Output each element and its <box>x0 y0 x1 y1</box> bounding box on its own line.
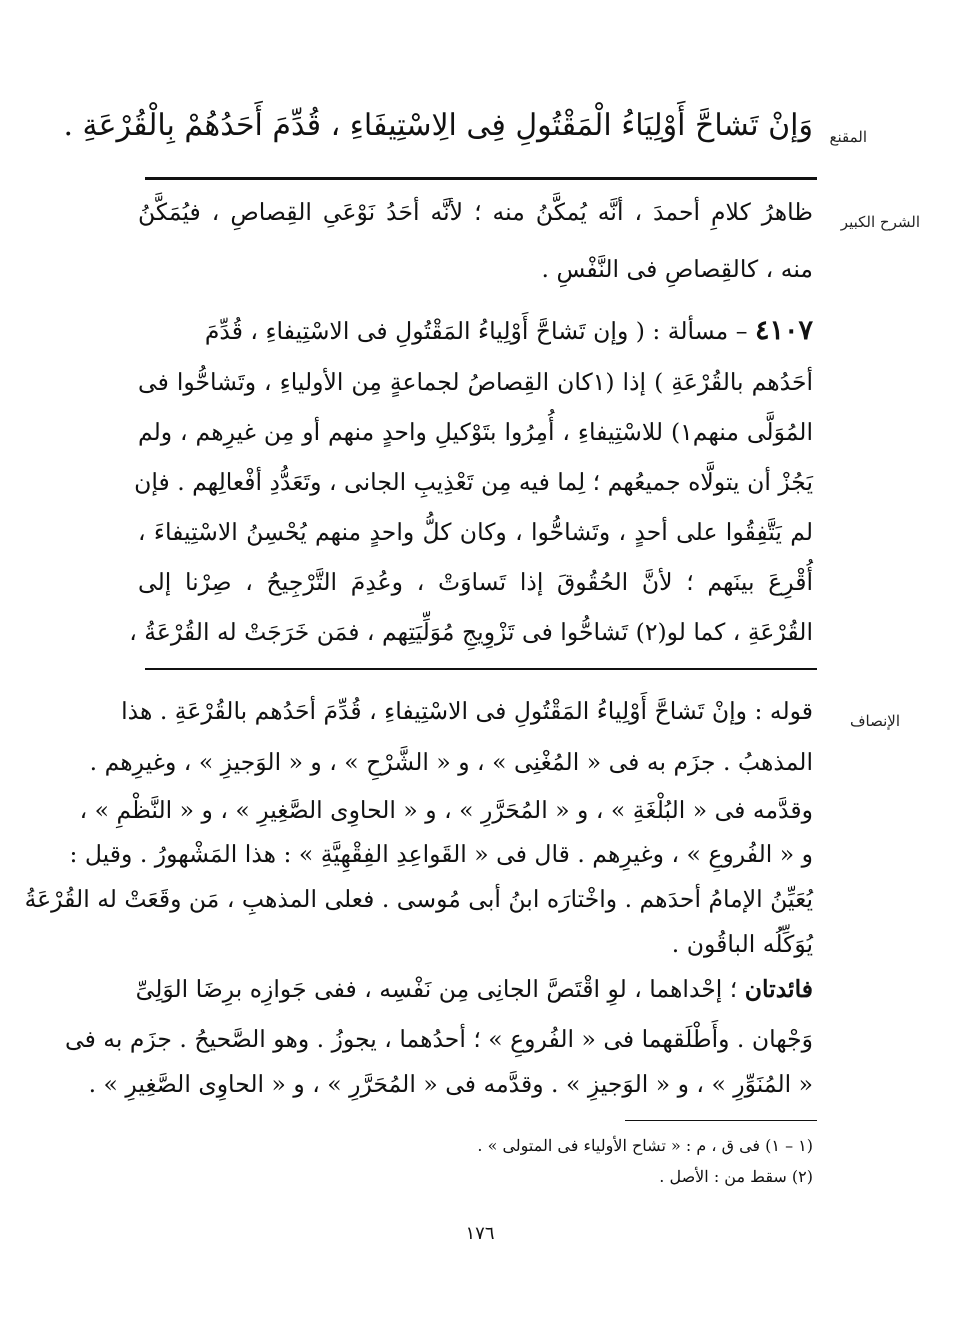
masala-line-3: المُوَلَّى منهم١) للاسْتِيفاءِ ، أُمِرُوا بتَوْكيلِ واحدٍ منهم أو مِن غيرِهم ، ولم <box>138 418 813 446</box>
label-sharh: الشرح الكبير <box>840 213 920 231</box>
fawaid-line-3: « المُنَوِّرِ » ، و « الوَجيزِ » . وقدَّمه فى « المُحَرَّرِ » ، و « الحاوِى الصَّغِيرِ » . <box>88 1070 813 1098</box>
fawaid-line-1 <box>135 975 813 1003</box>
insaf-line-1: قوله : وإنْ تَشاحَّ أَوْلِياءُ المَقْتُولِ فى الاسْتِيفاءِ ، قُدِّمَ أحَدُهم بالقُرْعَةِ . هذا <box>121 697 813 725</box>
masala-line-1-text: – مسألة : ( وإن تَشاحَّ أَوْلِياءُ المَقْتُولِ فى الاسْتِيفاءِ ، قُدِّمَ <box>204 317 748 345</box>
muqni-rule <box>145 177 817 180</box>
masala-line-4: يَجُزْ أن يتولَّاه جميعُهم ؛ لِما فيه مِن تَعْذِيبِ الجانى ، وتَعَدُّدِ أفْعالِهم . فإن <box>134 468 813 496</box>
insaf-line-2: المذهبُ . جزَم به فى « المُغْنِى » ، و « الشَّرْحِ » ، و « الوَجيزِ » ، وغيرِهم . <box>89 748 813 776</box>
insaf-line-3: وقدَّمه فى « البُلْغَةِ » ، و « المُحَرَّرِ » ، و « الحاوِى الصَّغِيرِ » ، و « النَّظْمِ » ، <box>79 796 813 824</box>
fawaid-line-2: وَجْهان . وأَطْلَقهما فى « الفُروعِ » ؛ أحدُهما ، يجوزُ . وهو الصَّحيحُ . جزَم به فى <box>64 1025 813 1053</box>
footnote-rule <box>625 1120 817 1121</box>
masala-line-7: القُرْعَةِ ، كما لو(٢) تَشاحُّوا فى تَزْوِيجِ مُوَلِّيَتِهم ، فمَن خَرَجَتْ له القُرْعَةُ ، <box>129 618 813 646</box>
masala-number: ٤١٠٧ <box>754 315 813 346</box>
fawaid-line-1-text: ؛ إحْداهما ، لوِ اقْتَصَّ الجانِى مِن نَفْسِه ، ففى جَوازِه برِضَا الوَلِىِّ <box>135 975 738 1003</box>
footnote-1: (١ – ١) فى ق ، م : « تشاح الأولياء فى المتولى » . <box>477 1136 813 1155</box>
label-insaf: الإنصاف <box>849 712 900 730</box>
muqni-text: وَإنْ تَشاحَّ أَوْلِيَاءُ الْمَقْتُولِ فِى الِاسْتِيفَاءِ ، قُدِّمَ أَحَدُهُمْ بِالْقُرْعَةِ . <box>63 108 813 143</box>
footnote-2: (٢) سقط من : الأصل . <box>659 1167 813 1186</box>
masala-line-6: أُقْرِعَ بينَهم ؛ لأنَّ الحُقُوقَ إذا تَساوَتْ ، وعُدِمَ التَّرْجِيحُ ، صِرْنا إلى <box>138 568 813 596</box>
fawaid-label: فائدتان <box>744 975 813 1003</box>
masala-line-5: لم يَتَّفِقُوا على أحدٍ ، وتَشاحُّوا ، وكان كلُّ واحدٍ منهم يُحْسِنُ الاسْتِيفاءَ ، <box>138 518 813 546</box>
sharh-rule <box>145 668 817 670</box>
page-number: ١٧٦ <box>465 1223 495 1244</box>
sharh-line-1: ظاهرُ كلامِ أحمدَ ، أنَّه يُمكَّنُ منه ؛ لأنَّه أحَدُ نَوْعَىِ القِصاصِ ، فيُمَكَّنُ <box>138 198 813 226</box>
masala-line-2: أحَدُهم بالقُرْعَةِ ) إذا (١كان القِصاصُ لجماعةٍ مِن الأولياءِ ، وتَشاحُّوا فى <box>138 368 814 396</box>
sharh-line-2: منه ، كالقِصاصِ فى النَّفْسِ . <box>541 255 813 283</box>
label-muqni: المقنع <box>829 128 867 146</box>
masala-line-1 <box>138 315 813 346</box>
insaf-line-5: يُعَيِّنُ الإمامُ أحدَهم . واخْتارَه ابنُ أبى مُوسى . فعلى المذهبِ ، مَن وقَعَتْ له القُرْعَةُ <box>24 885 813 913</box>
insaf-line-6: يُوَكِّلُه الباقُون . <box>671 930 813 958</box>
insaf-line-4: و « الفُروعِ » ، وغيرِهم . قال فى « القَواعِدِ الفِقْهِيَّةِ » : هذا المَشْهورُ . وقيل : <box>69 840 813 868</box>
